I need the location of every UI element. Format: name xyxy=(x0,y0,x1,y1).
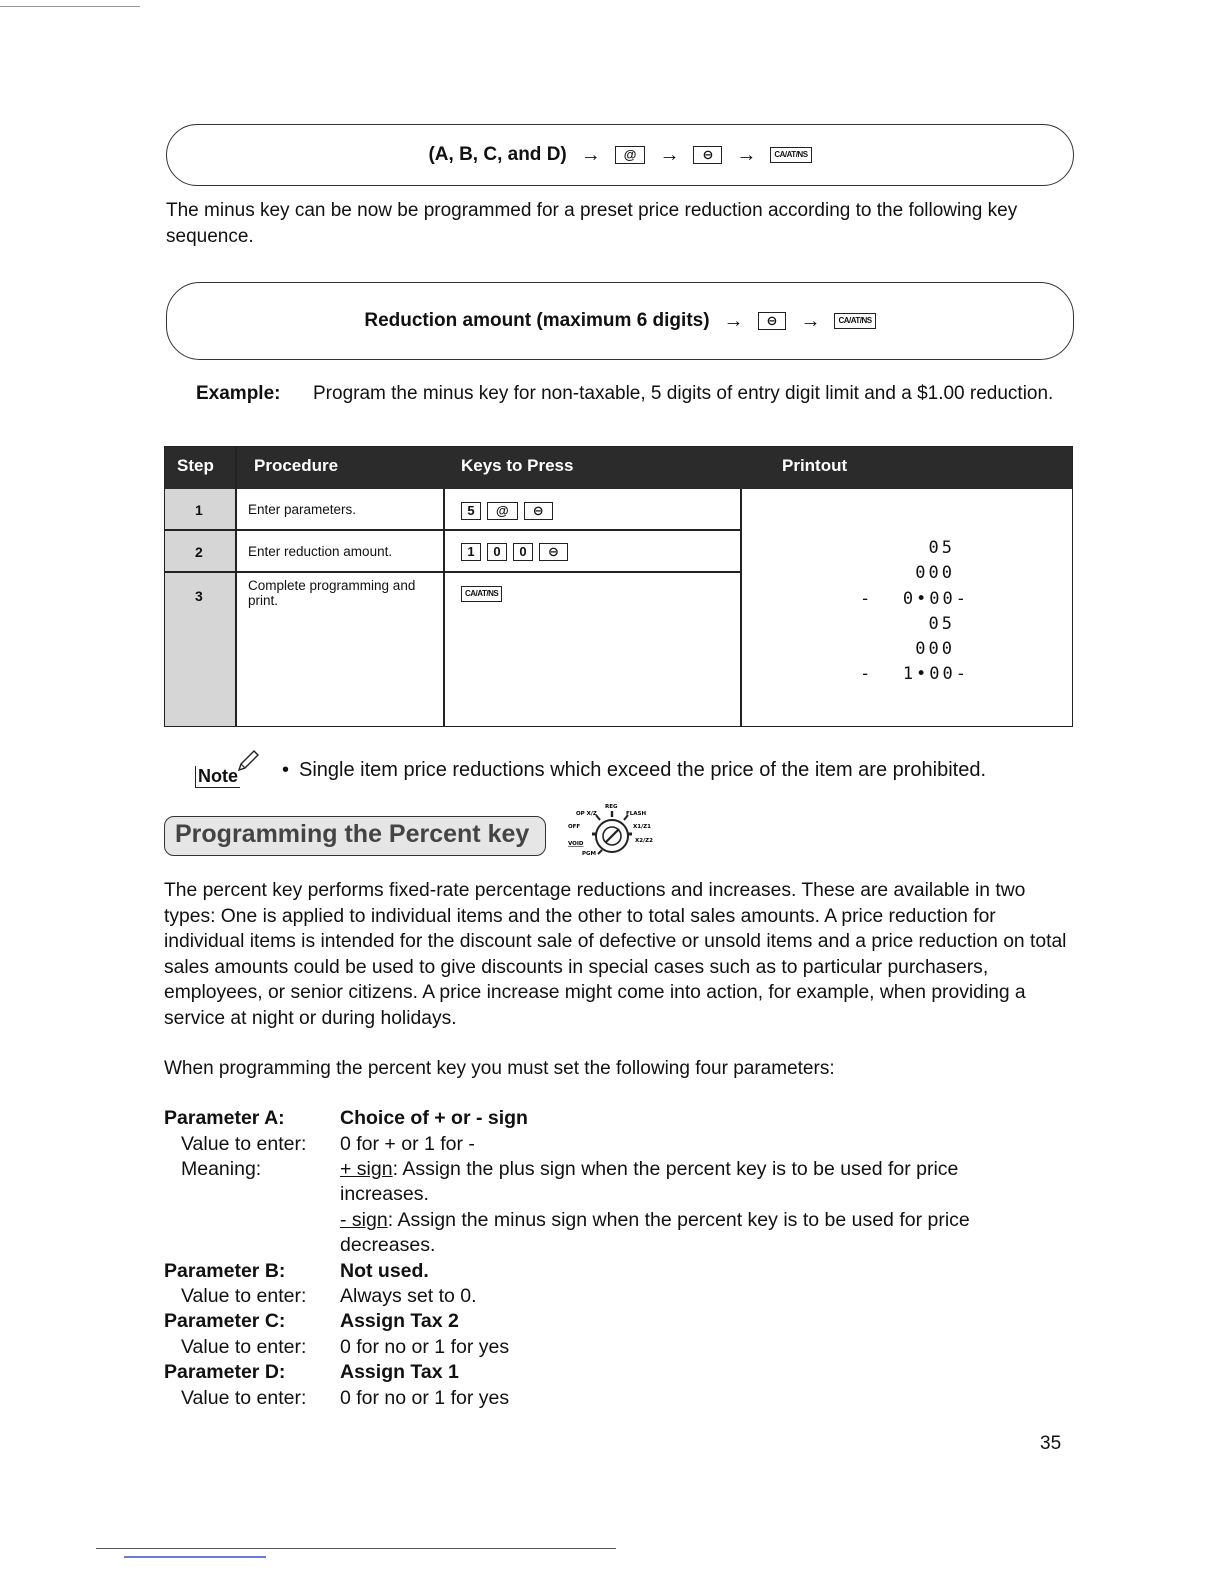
param-c-title: Assign Tax 2 xyxy=(340,1310,459,1332)
scan-bottom-blue-line xyxy=(124,1556,266,1558)
param-a-label: Parameter A: xyxy=(164,1107,285,1129)
keys-to-press xyxy=(461,502,553,520)
minus-key: ⊖ xyxy=(524,502,553,520)
section-title-box xyxy=(164,816,546,856)
value-label: Value to enter: xyxy=(181,1387,307,1409)
header-procedure: Procedure xyxy=(254,456,339,475)
cash-key: CA/AT/NS xyxy=(770,147,811,163)
header-step: Step xyxy=(177,456,214,475)
value-label: Value to enter: xyxy=(181,1285,307,1307)
mode-switch-icon xyxy=(562,800,666,864)
page-number: 35 xyxy=(1040,1433,1062,1454)
procedure-text: Enter parameters. xyxy=(248,502,357,517)
keys-to-press xyxy=(461,543,568,561)
step-column xyxy=(165,489,235,726)
digit-key: 1 xyxy=(461,543,481,561)
plus-sign-text: : Assign the plus sign when the percent key is to be used for price increases. xyxy=(340,1158,959,1205)
note-label: Note xyxy=(195,766,240,788)
header-printout: Printout xyxy=(782,456,848,475)
note-bullet: • xyxy=(282,759,290,781)
procedure-table xyxy=(164,446,1073,727)
pencil-icon xyxy=(235,748,261,774)
step-number: 3 xyxy=(195,588,203,604)
example-label: Example: xyxy=(196,383,281,404)
note-badge xyxy=(193,752,259,788)
intro-paragraph: The minus key can be now be programmed for a preset price reduction according to the following key sequence. xyxy=(166,200,1018,247)
mode-label: X2/Z2 xyxy=(635,838,653,844)
header-keys: Keys to Press xyxy=(461,456,574,475)
scan-margin-line xyxy=(0,6,140,7)
step-number: 2 xyxy=(195,544,203,560)
param-b-value: Always set to 0. xyxy=(340,1285,477,1307)
example-text: Program the minus key for non-taxable, 5 digits of entry digit limit and a $1.00 reduction. xyxy=(313,383,1054,404)
digit-key: 5 xyxy=(461,502,481,520)
sequence-lead: Reduction amount (maximum 6 digits) xyxy=(364,310,710,331)
value-label: Value to enter: xyxy=(181,1133,307,1155)
printout-line: 000 xyxy=(915,563,955,583)
params-intro: When programming the percent key you must set the following four parameters: xyxy=(164,1058,835,1079)
arrow-icon: → xyxy=(736,143,757,166)
key-sequence-box xyxy=(166,124,1074,186)
printout-line: 0•00- xyxy=(902,589,969,609)
printout-line: 1•00- xyxy=(902,664,969,684)
minus-sign-meaning xyxy=(340,1208,1040,1258)
printout-line: 000 xyxy=(915,639,955,659)
digit-key: 0 xyxy=(487,543,507,561)
keys-to-press xyxy=(461,586,502,602)
param-a-title: Choice of + or - sign xyxy=(340,1107,528,1129)
cash-key: CA/AT/NS xyxy=(834,313,875,329)
minus-key: ⊖ xyxy=(539,543,568,561)
scan-bottom-line xyxy=(96,1548,616,1549)
param-a-value: 0 for + or 1 for - xyxy=(340,1133,475,1155)
minus-key: ⊖ xyxy=(758,312,787,330)
cash-key: CA/AT/NS xyxy=(461,586,502,602)
value-label: Value to enter: xyxy=(181,1336,307,1358)
procedure-text: Complete programming and print. xyxy=(248,578,416,608)
printout-prefix: - xyxy=(860,589,874,609)
section-title: Programming the Percent key xyxy=(175,820,530,848)
table-header xyxy=(165,447,1072,489)
param-d-value: 0 for no or 1 for yes xyxy=(340,1387,510,1409)
procedure-text: Enter reduction amount. xyxy=(248,544,393,559)
minus-sign-text: : Assign the minus sign when the percent key is to be used for price decreases. xyxy=(340,1209,970,1256)
at-key: @ xyxy=(487,502,518,520)
plus-sign-meaning xyxy=(340,1157,1040,1207)
arrow-icon: → xyxy=(659,143,680,166)
minus-key: ⊖ xyxy=(693,146,722,164)
mode-label: VOID xyxy=(568,841,584,847)
printout-line: 05 xyxy=(928,614,955,634)
sequence-lead: (A, B, C, and D) xyxy=(428,144,567,165)
reduction-sequence-box xyxy=(166,282,1074,360)
param-d-label: Parameter D: xyxy=(164,1361,286,1383)
meaning-label: Meaning: xyxy=(181,1158,262,1180)
param-b-label: Parameter B: xyxy=(164,1260,286,1282)
minus-sign-term: - sign xyxy=(340,1209,388,1231)
mode-label: REG xyxy=(605,804,618,810)
plus-sign-term: + sign xyxy=(340,1158,393,1180)
mode-label: X1/Z1 xyxy=(633,824,651,830)
param-d-title: Assign Tax 1 xyxy=(340,1361,459,1383)
mode-label: PGM xyxy=(582,851,597,857)
param-c-value: 0 for no or 1 for yes xyxy=(340,1336,510,1358)
percent-paragraph: The percent key performs fixed-rate percentage reductions and increases. These are available in two types: One is applied to individual items and the other to total sales amounts. A price reduction for individual items is intended for the discount sale of defective or unsold items and a price reduction on total sales amounts could be used to give discounts in special cases such as to particular purchasers, employees, or senior citizens. A price increase might come into action, for example, when providing a service at night or during holidays. xyxy=(164,880,1067,1029)
mode-label: OP X/Z xyxy=(576,811,597,817)
param-c-label: Parameter C: xyxy=(164,1310,286,1332)
printout-line: 05 xyxy=(928,538,955,558)
digit-key: 0 xyxy=(513,543,533,561)
step-number: 1 xyxy=(195,502,203,518)
note-text: Single item price reductions which exceed the price of the item are prohibited. xyxy=(299,759,987,781)
at-key: @ xyxy=(615,146,646,164)
mode-label: OFF xyxy=(568,824,581,830)
param-b-title: Not used. xyxy=(340,1260,429,1282)
printout-prefix: - xyxy=(860,664,874,684)
arrow-icon: → xyxy=(800,309,821,332)
arrow-icon: → xyxy=(723,309,744,332)
arrow-icon: → xyxy=(580,143,601,166)
mode-label: FLASH xyxy=(626,811,647,817)
